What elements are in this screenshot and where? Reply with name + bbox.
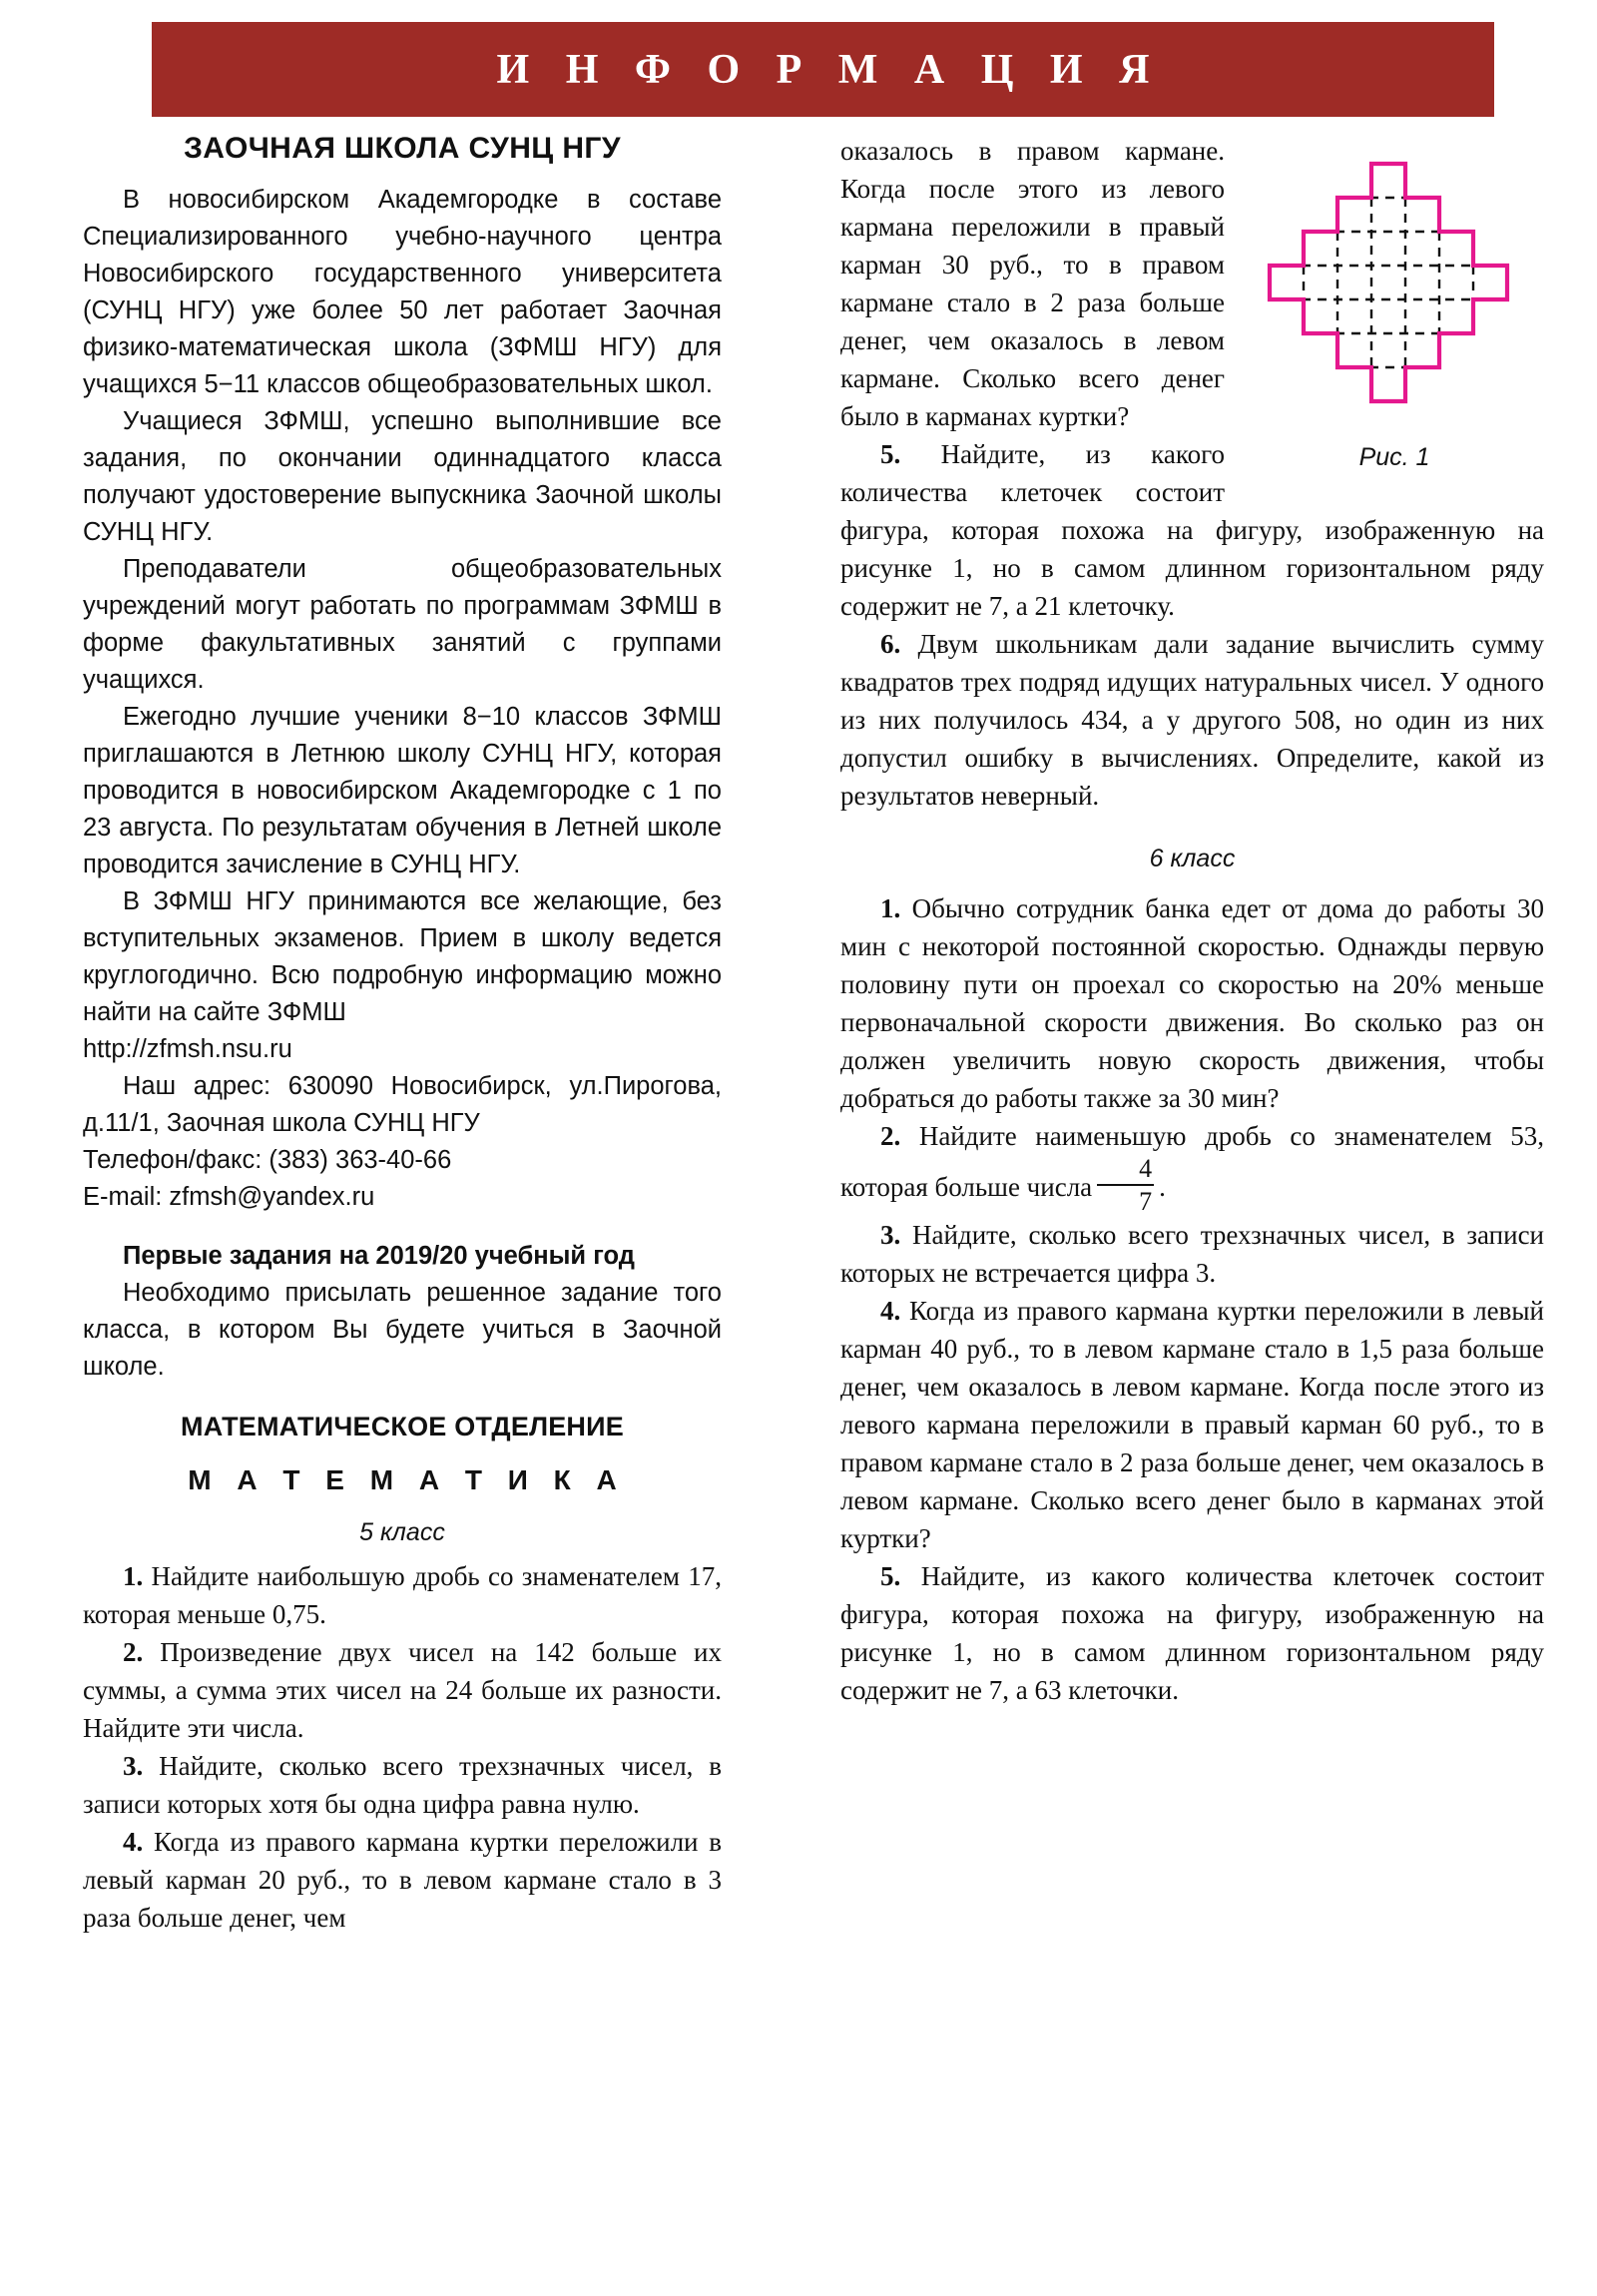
figure-dashed-grid bbox=[1270, 198, 1507, 367]
left-column bbox=[83, 132, 722, 1937]
problem-item bbox=[840, 1292, 1544, 1557]
problem-text: Найдите наибольшую дробь со знаменателем 17, которая меньше 0,75. bbox=[83, 1561, 722, 1629]
problem-text: Найдите, из какого количества клеточек состоит фигура, которая похожа на фигуру, изображенную на рисунке 1, но в самом длинном горизонтальном ряду содержит не 7, а 21 клеточку. bbox=[840, 439, 1544, 621]
problem-text: Найдите, из какого количества клеточек состоит фигура, которая похожа на фигуру, изображенную на рисунке 1, но в самом длинном горизонтальном ряду содержит не 7, а 63 клеточки. bbox=[840, 1560, 1544, 1705]
problem-text: Найдите, сколько всего трехзначных чисел, в записи которых хотя бы одна цифра равна нулю. bbox=[83, 1751, 723, 1819]
problem-text: Обычно сотрудник банка едет от дома до работы 30 мин с некоторой постоянной скоростью. Однажды первую половину пути он проехал со скоростью на 20% меньше первоначальной скорости движения. Во сколько раз он должен увеличить новую скорость движения, чтобы добраться до работы также за 30 мин? bbox=[840, 893, 1544, 1113]
fraction-numerator: 4 bbox=[1139, 1154, 1153, 1183]
problem-item bbox=[83, 1823, 722, 1937]
problem-text: Произведение двух чисел на 142 больше их суммы, а сумма этих чисел на 24 больше их разности. Найдите эти числа. bbox=[83, 1637, 723, 1743]
problem-number: 4. bbox=[880, 1295, 901, 1326]
problem-number: 1. bbox=[123, 1561, 144, 1591]
phone-fax: Телефон/факс: (383) 363-40-66 bbox=[83, 1146, 452, 1174]
problem-item bbox=[83, 1557, 722, 1633]
grade-5-label: 5 класс bbox=[359, 1518, 445, 1546]
grade-6-label: 6 класс bbox=[1149, 845, 1236, 872]
figure-1-container bbox=[1245, 146, 1544, 472]
page-title: И Н Ф О Р М А Ц И Я bbox=[496, 46, 1163, 93]
problem-text: Найдите, сколько всего трехзначных чисел, в записи которых не встречается цифра 3. bbox=[840, 1219, 1545, 1288]
department-heading: МАТЕМАТИЧЕСКОЕ ОТДЕЛЕНИЕ bbox=[181, 1412, 624, 1441]
problem-number: 1. bbox=[880, 893, 901, 923]
intro-paragraph-4: Ежегодно лучшие ученики 8−10 классов ЗФМШ приглашаются в Летнюю школу СУНЦ НГУ, которая проводится в новосибирском Академгородке с 1 по 23 августа. По результатам обучения в Летней школе проводится зачисление в СУНЦ НГУ. bbox=[83, 703, 722, 878]
intro-paragraph-5: В ЗФМШ НГУ принимаются все желающие, без вступительных экзаменов. Прием в школу ведется круглогодично. Всю подробную информацию можно найти на сайте ЗФМШ bbox=[83, 887, 722, 1026]
subject-heading: М А Т Е М А Т И К А bbox=[188, 1464, 626, 1495]
figure-caption: Рис. 1 bbox=[1358, 443, 1430, 471]
fraction-denominator: 7 bbox=[1139, 1187, 1153, 1217]
section-title-zfmsh: ЗАОЧНАЯ ШКОЛА СУНЦ НГУ bbox=[184, 132, 621, 165]
intro-paragraph-2: Учащиеся ЗФМШ, успешно выполнившие все задания, по окончании одиннадцатого класса получают удостоверение выпускника Заочной школы СУНЦ НГУ. bbox=[83, 407, 722, 546]
problem-number: 3. bbox=[123, 1751, 144, 1781]
problem-item bbox=[840, 1557, 1544, 1709]
problem-text: Когда из правого кармана куртки переложили в левый карман 20 руб., то в левом кармане стало в 3 раза больше денег, чем bbox=[83, 1827, 722, 1933]
problem-item-with-fraction bbox=[840, 1117, 1544, 1216]
website-link[interactable]: http://zfmsh.nsu.ru bbox=[83, 1035, 292, 1063]
intro-paragraph-1: В новосибирском Академгородке в составе Специализированного учебно-научного центра Новосибирского государственного университета (СУНЦ НГУ) уже более 50 лет работает Заочная физико-математическая школа (ЗФМШ НГУ) для учащихся 5−11 классов общеобразовательных школ. bbox=[83, 186, 722, 398]
tasks-note: Необходимо присылать решенное задание того класса, в котором Вы будете учиться в Заочной школе. bbox=[83, 1279, 722, 1381]
problem-number: 3. bbox=[880, 1219, 901, 1250]
tasks-heading: Первые задания на 2019/20 учебный год bbox=[123, 1242, 635, 1270]
figure-1-stepped-diamond bbox=[1245, 146, 1544, 435]
right-column bbox=[840, 132, 1544, 1709]
fraction-four-sevenths bbox=[1095, 1155, 1156, 1216]
problem-item bbox=[840, 1216, 1544, 1292]
figure-outline-path bbox=[1270, 164, 1507, 401]
fraction-bar bbox=[1097, 1184, 1154, 1186]
problem-number: 5. bbox=[880, 439, 901, 469]
email-address[interactable]: E-mail: zfmsh@yandex.ru bbox=[83, 1183, 375, 1211]
continuation-paragraph: оказалось в правом кармане. Когда после этого из левого кармана переложили в правый карман 30 руб., то в правом кармане стало в 2 раза больше денег, чем оказалось в левом кармане. Сколько всего денег было в карманах куртки? bbox=[840, 136, 1225, 431]
problem-number: 6. bbox=[880, 629, 901, 659]
problem-number: 2. bbox=[880, 1121, 901, 1151]
intro-paragraph-3: Преподаватели общеобразовательных учреждений могут работать по программам ЗФМШ в форме факультативных занятий с группами учащихся. bbox=[83, 555, 722, 694]
problem-item bbox=[840, 625, 1544, 815]
problem-text: Найдите наименьшую дробь со знаменателем 53, которая больше числа bbox=[840, 1121, 1544, 1202]
postal-address: Наш адрес: 630090 Новосибирск, ул.Пирогова, д.11/1, Заочная школа СУНЦ НГУ bbox=[83, 1072, 722, 1137]
problem-number: 5. bbox=[880, 1560, 901, 1591]
header-band bbox=[152, 22, 1494, 117]
problem-text-after: . bbox=[1159, 1172, 1166, 1202]
problem-text: Двум школьникам дали задание вычислить сумму квадратов трех подряд идущих натуральных чисел. У одного из них получилось 434, а у другого 508, но один из них допустил ошибку в вычислениях. Определите, какой из результатов неверный. bbox=[840, 629, 1545, 811]
problem-item bbox=[83, 1633, 722, 1747]
problem-number: 4. bbox=[123, 1827, 144, 1857]
problem-item bbox=[83, 1747, 722, 1823]
problem-text: Когда из правого кармана куртки переложили в левый карман 40 руб., то в левом кармане стало в 1,5 раза больше денег, чем оказалось в левом кармане. Когда после этого из левого кармана переложили в правый карман 60 руб., то в правом кармане стало в 2 раза больше денег, чем оказалось в левом кармане. Сколько всего денег было в карманах этой куртки? bbox=[840, 1295, 1544, 1553]
problem-number: 2. bbox=[123, 1637, 144, 1667]
problem-item bbox=[840, 889, 1544, 1117]
